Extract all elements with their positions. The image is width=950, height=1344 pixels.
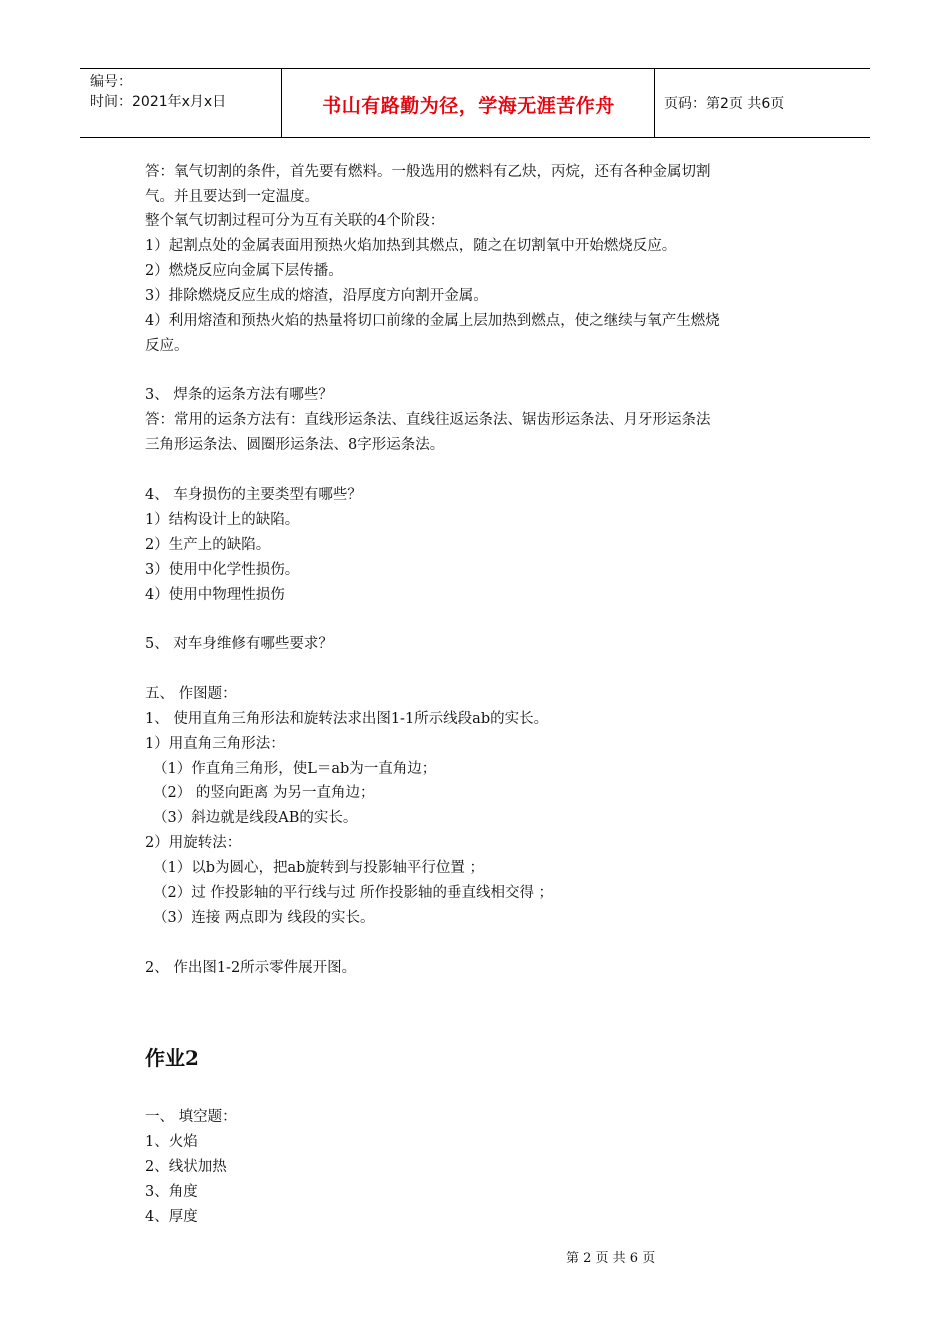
document-number-label: 编号： — [90, 74, 132, 90]
body-line: 1）结构设计上的缺陷。 — [145, 512, 300, 528]
body-line: （1）作直角三角形，使L＝ab为一直角边； — [153, 761, 437, 777]
answer-line: 4、厚度 — [145, 1209, 198, 1225]
section-heading: 一、 填空题： — [145, 1109, 237, 1125]
body-line: 1）起割点处的金属表面用预热火焰加热到其燃点，随之在切割氧中开始燃烧反应。 — [145, 238, 677, 254]
answer-line: 1、火焰 — [145, 1134, 198, 1150]
body-line: （1）以b为圆心，把ab旋转到与投影轴平行位置 ； — [153, 860, 485, 876]
header-motto: 书山有路勤为径，学海无涯苦作舟 — [322, 95, 615, 117]
body-line: 1、 使用直角三角形法和旋转法求出图1-1所示线段ab的实长。 — [145, 711, 549, 727]
body-line: 三角形运条法、圆圈形运条法、8字形运条法。 — [145, 437, 445, 453]
body-line: 气。并且要达到一定温度。 — [145, 189, 319, 205]
header-meta — [90, 72, 226, 112]
page-footer: 第 2 页 共 6 页 — [566, 1251, 656, 1266]
question-heading: 2、 作出图1-2所示零件展开图。 — [145, 960, 357, 976]
header-divider — [654, 69, 655, 137]
body-line: 3）使用中化学性损伤。 — [145, 562, 300, 578]
page-header — [80, 68, 870, 138]
question-heading: 5、 对车身维修有哪些要求？ — [145, 636, 333, 652]
answer-line: 2、线状加热 — [145, 1159, 227, 1175]
body-line: （2）过 作投影轴的平行线与过 所作投影轴的垂直线相交得 ； — [153, 885, 554, 901]
header-divider — [281, 69, 282, 137]
body-line: 答：氧气切割的条件，首先要有燃料。一般选用的燃料有乙炔，丙烷，还有各种金属切割 — [145, 164, 711, 180]
question-heading: 3、 焊条的运条方法有哪些？ — [145, 387, 333, 403]
body-line: 3）排除燃烧反应生成的熔渣，沿厚度方向割开金属。 — [145, 288, 488, 304]
assignment-title: 作业2 — [145, 1046, 199, 1070]
question-heading: 4、 车身损伤的主要类型有哪些？ — [145, 487, 362, 503]
body-line: 1）用直角三角形法： — [145, 736, 285, 752]
answer-line: 3、角度 — [145, 1184, 198, 1200]
body-line: （3）连接 两点即为 线段的实长。 — [153, 910, 375, 926]
body-line: （3）斜边就是线段AB的实长。 — [153, 810, 358, 826]
body-line: 2）用旋转法： — [145, 835, 242, 851]
body-line: 4）使用中物理性损伤 — [145, 587, 285, 603]
body-line: 整个氧气切割过程可分为互有关联的4个阶段： — [145, 213, 445, 229]
section-heading: 五、 作图题： — [145, 686, 237, 702]
body-line: 2）燃烧反应向金属下层传播。 — [145, 263, 343, 279]
document-time-label: 时间：2021年x月x日 — [90, 94, 227, 110]
header-page-number: 页码：第2页 共6页 — [664, 96, 785, 112]
body-line: （2） 的竖向距离 为另一直角边； — [153, 785, 375, 801]
body-line: 答：常用的运条方法有：直线形运条法、直线往返运条法、锯齿形运条法、月牙形运条法 — [145, 412, 711, 428]
body-line: 2）生产上的缺陷。 — [145, 537, 271, 553]
body-line: 4）利用熔渣和预热火焰的热量将切口前缘的金属上层加热到燃点，使之继续与氧产生燃烧 — [145, 313, 720, 329]
body-line: 反应。 — [145, 338, 189, 354]
